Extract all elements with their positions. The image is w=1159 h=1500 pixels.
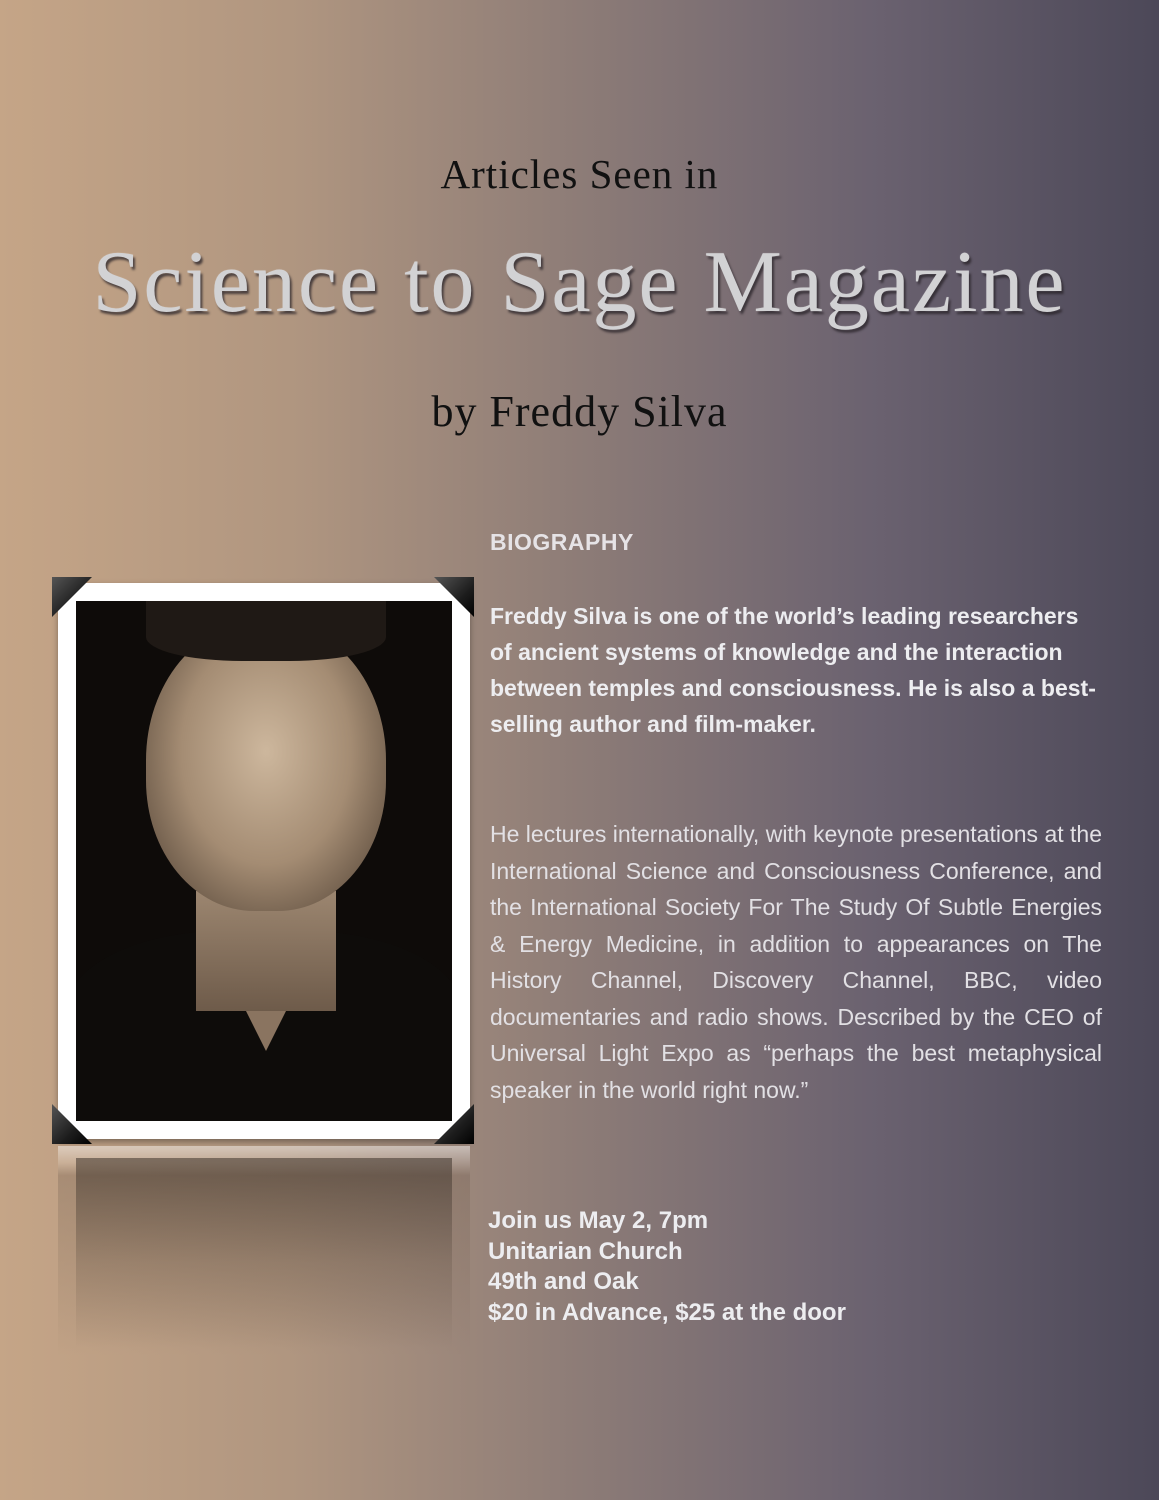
photo-hair <box>146 601 386 661</box>
photo-face <box>146 621 386 911</box>
author-photo <box>76 601 452 1121</box>
event-price: $20 in Advance, $25 at the door <box>488 1298 846 1326</box>
photo-frame <box>58 583 470 1139</box>
photo-reflection-image <box>76 1158 452 1348</box>
biography-body: He lectures internationally, with keynote presentations at the International Science and Consciousness Conference, and the International Society For The Study Of Subtle Energies & Energy Medicine, in addition to appearances on The History Channel, Discovery Channel, BBC, video documentaries and radio shows. Described by the CEO of Universal Light Expo as “perhaps the best metaphysical speaker in the world right now.” <box>490 821 1102 1103</box>
magazine-title: Science to Sage Magazine <box>92 234 1067 331</box>
event-venue: Unitarian Church <box>488 1237 683 1265</box>
biography-heading: BIOGRAPHY <box>490 529 634 555</box>
photo-reflection <box>58 1146 470 1356</box>
event-address: 49th and Oak <box>488 1268 639 1295</box>
event-details <box>488 1206 846 1328</box>
biography-lead: Freddy Silva is one of the world’s leading researchers of ancient systems of knowledge and the interaction between temples and consciousness. He is also a best-selling author and film-maker. <box>490 603 1096 737</box>
author-byline: by Freddy Silva <box>431 387 728 436</box>
event-date: Join us May 2, 7pm <box>488 1207 709 1234</box>
pre-title: Articles Seen in <box>440 151 719 197</box>
